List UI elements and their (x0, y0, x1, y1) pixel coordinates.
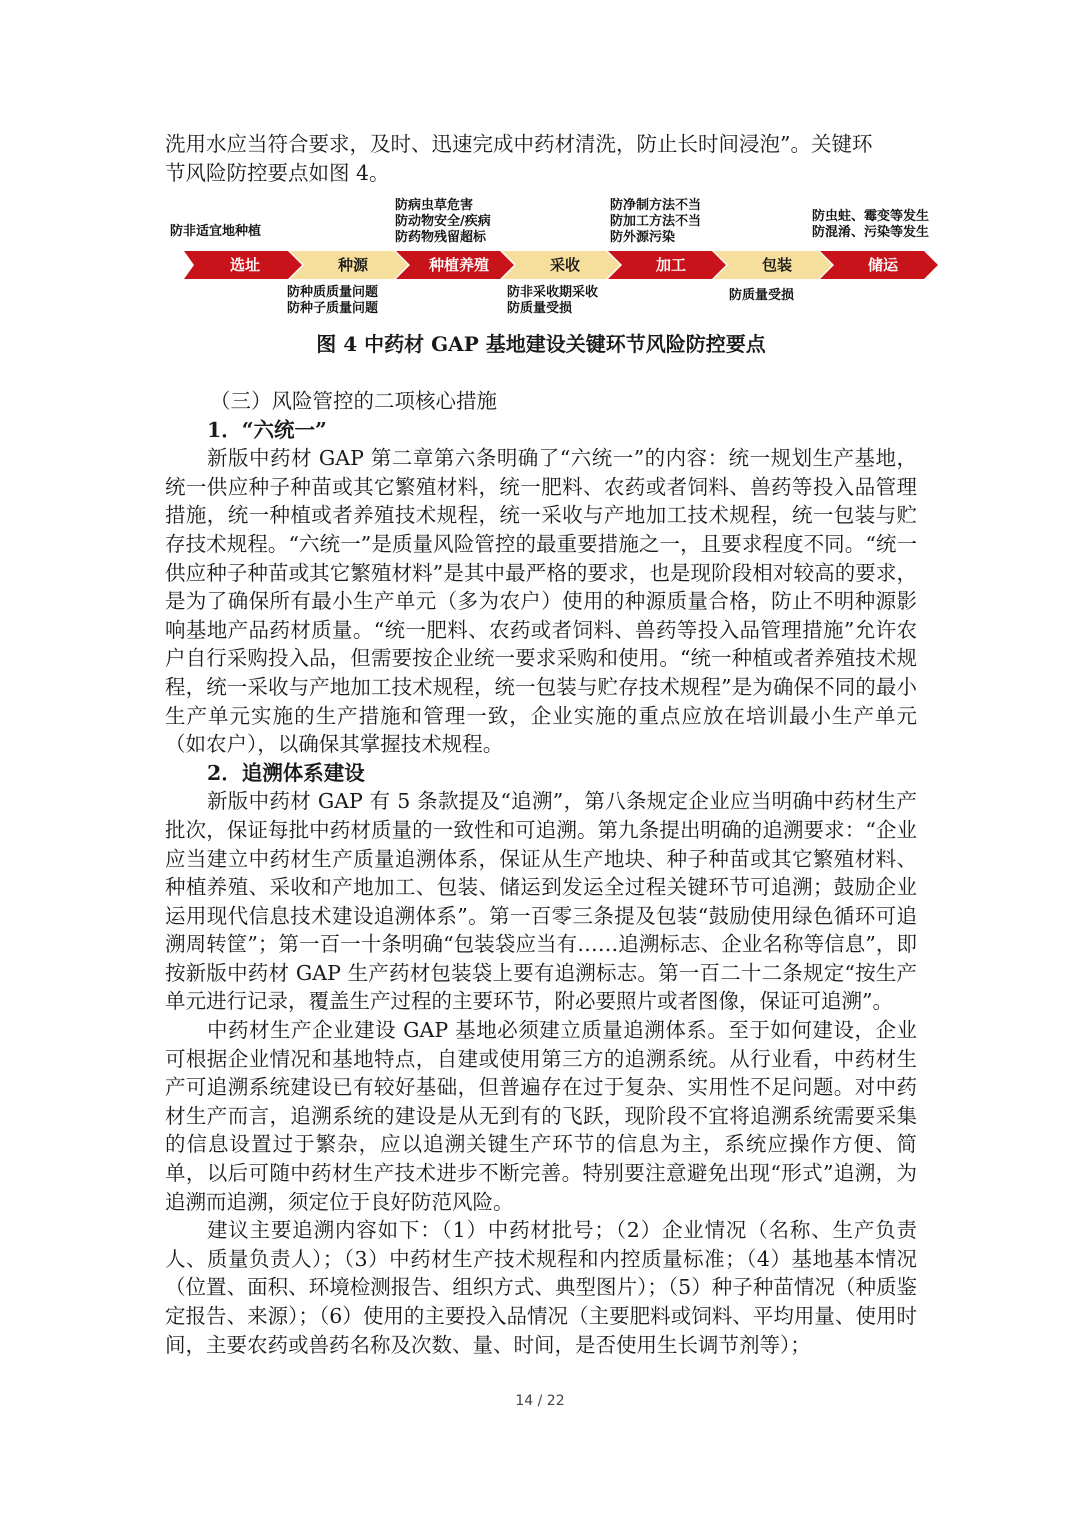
step-label: 选址 (229, 256, 260, 274)
note-below-packaging: 防质量受损 (729, 288, 795, 303)
intro-line: 洗用水应当符合要求，及时、迅速完成中药材清洗，防止长时间浸泡”。关键环 (165, 132, 873, 156)
section-heading: （三）风险管控的二项核心措施 (210, 389, 497, 413)
page-number: 14 / 22 (515, 1393, 565, 1409)
note-below-seed: 防种质质量问题 防种子质量问题 (287, 285, 379, 316)
paragraph-traceability-2: 中药材生产企业建设 GAP 基地必须建立质量追溯体系。至于如何建设，企业可根据企业情况和基地特点，自建或使用第三方的追溯系统。从行业看，中药材生产可追溯系统建设已有较好基础，但普遍存在过于复杂、实用性不足问题。对中药材生产而言，追溯系统的建设是从无到有的飞跃，现阶段不宜将追溯系统需要采集的信息设置过于繁杂，应以追溯关键生产环节的信息为主，系统应操作方便、简单，以后可随中药材生产技术进步不断完善。特别要注意避免出现“形式”追溯，为追溯而追溯，须定位于良好防范风险。 (165, 1018, 917, 1214)
paragraph-six-unifications: 新版中药材 GAP 第二章第六条明确了“六统一”的内容：统一规划生产基地，统一供应种子种苗或其它繁殖材料，统一肥料、农药或者饲料、兽药等投入品管理措施，统一种植或者养殖技术规程，统一采收与产地加工技术规程，统一包装与贮存技术规程。“六统一”是质量风险管控的最重要措施之一，且要求程度不同。“统一供应种子种苗或其它繁殖材料”是其中最严格的要求，也是现阶段相对较高的要求，是为了确保所有最小生产单元（多为农户）使用的种源质量合格，防止不明种源影响基地产品药材质量。“统一肥料、农药或者饲料、兽药等投入品管理措施”允许农户自行采购投入品，但需要按企业统一要求采购和使用。“统一种植或者养殖技术规程，统一采收与产地加工技术规程，统一包装与贮存技术规程”是为确保不同的最小生产单元实施的生产措施和管理一致，企业实施的重点应放在培训最小生产单元（如农户），以确保其掌握技术规程。 (165, 446, 917, 757)
step-label: 种植养殖 (428, 256, 489, 274)
subsection-heading-1: 1．“六统一” (207, 417, 327, 442)
paragraph-traceability-1: 新版中药材 GAP 有 5 条款提及“追溯”，第八条规定企业应当明确中药材生产批次，保证每批中药材质量的一致性和可追溯。第九条提出明确的追溯要求：“企业应当建立中药材生产质量追溯体系，保证从生产地块、种子种苗或其它繁殖材料、种植养殖、采收和产地加工、包装、储运到发运全过程关键环节可追溯；鼓励企业运用现代信息技术建设追溯体系”。第一百零三条提及包装“鼓励使用绿色循环可追溯周转筐”；第一百一十条明确“包装袋应当有……追溯标志、企业名称等信息”，即按新版中药材 GAP 生产药材包装袋上要有追溯标志。第一百二十二条规定“按生产单元进行记录，覆盖生产过程的主要环节，附必要照片或者图像，保证可追溯”。 (165, 789, 917, 1014)
process-flow-diagram (170, 196, 940, 321)
figure-caption: 图 4 中药材 GAP 基地建设关键环节风险防控要点 (316, 332, 766, 356)
step-label: 储运 (867, 256, 898, 274)
note-below-harvest: 防非采收期采收 防质量受损 (507, 285, 599, 316)
note-above-storage: 防虫蛀、霉变等发生 防混淆、污染等发生 (812, 209, 930, 240)
paragraph-traceability-3: 建议主要追溯内容如下：（1）中药材批号；（2）企业情况（名称、生产负责人、质量负责人）；（3）中药材生产技术规程和内控质量标准；（4）基地基本情况（位置、面积、环境检测报告、组织方式、典型图片）；（5）种子种苗情况（种质鉴定报告、来源）；（6）使用的主要投入品情况（主要肥料或饲料、平均用量、使用时间，主要农药或兽药名称及次数、量、时间，是否使用生长调节剂等）； (165, 1218, 917, 1357)
step-label: 包装 (761, 256, 792, 274)
step-label: 采收 (549, 256, 580, 274)
note-above-cultivation: 防病虫草危害 防动物安全/疾病 防药物残留超标 (395, 198, 491, 245)
intro-line: 节风险防控要点如图 4。 (165, 160, 390, 185)
main-text (165, 387, 917, 1359)
step-label: 加工 (655, 256, 686, 274)
intro-paragraph (165, 130, 917, 187)
step-label: 种源 (337, 256, 368, 274)
note-above-siting: 防非适宜地种植 (170, 224, 262, 239)
note-above-processing: 防净制方法不当 防加工方法不当 防外源污染 (610, 198, 702, 245)
subsection-heading-2: 2．追溯体系建设 (207, 760, 365, 785)
